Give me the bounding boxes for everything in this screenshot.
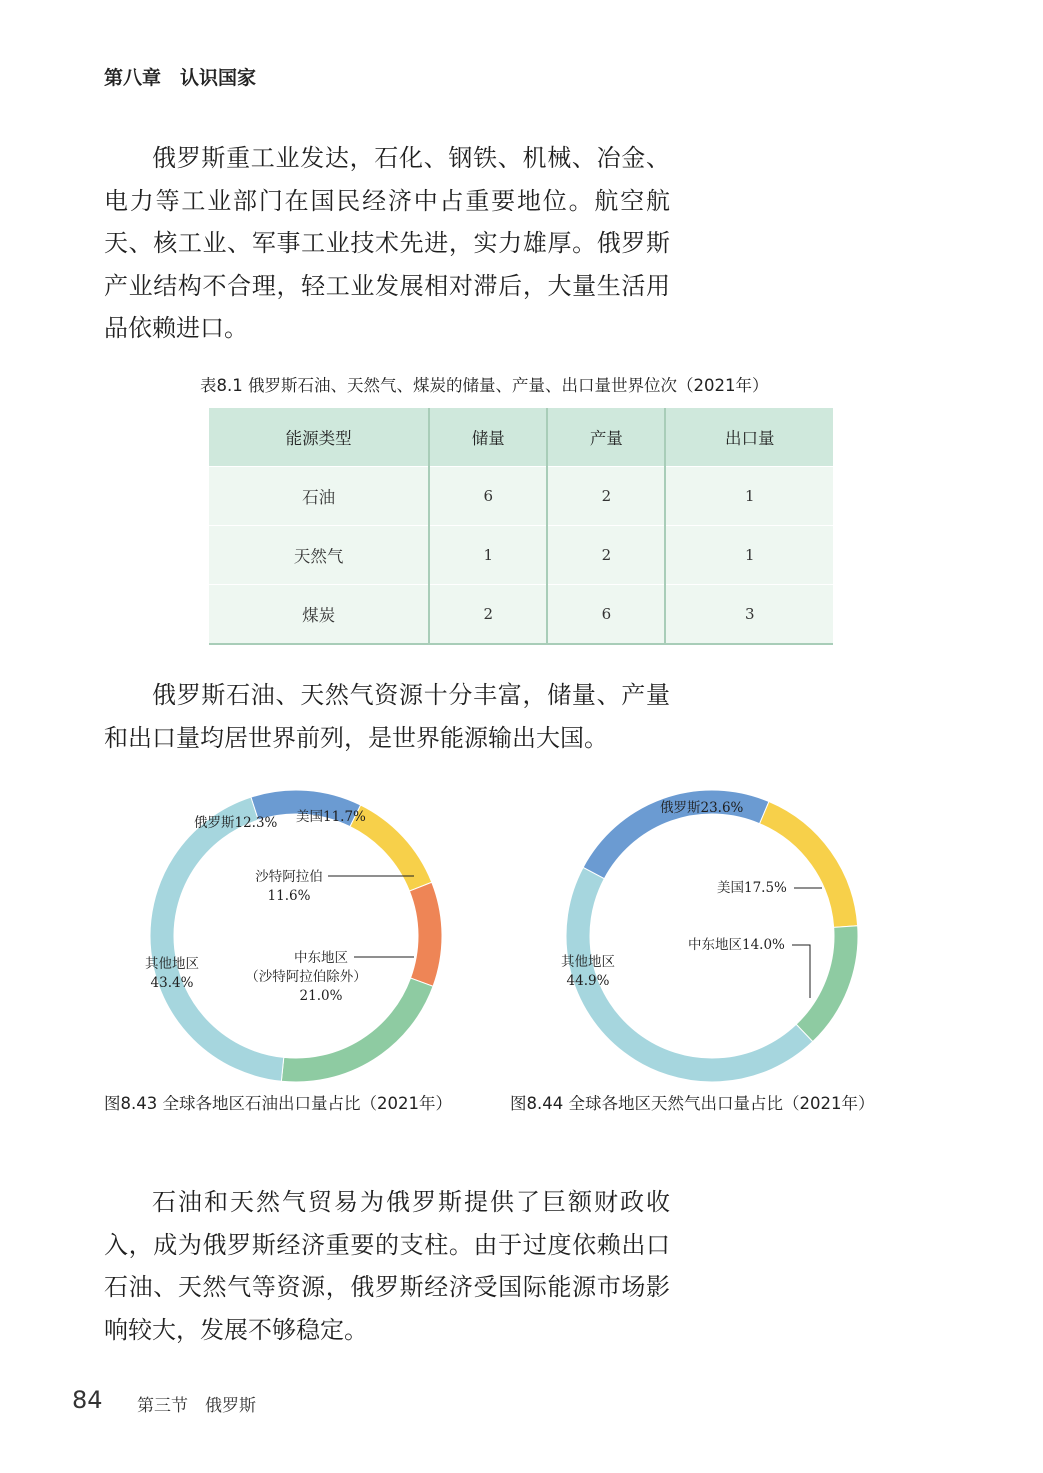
footer-section-title: 第三节 俄罗斯 (137, 1396, 256, 1416)
donut-slice-4 (150, 797, 284, 1081)
label-other-value: 43.4% (150, 975, 194, 991)
label-other-name: 其他地区 (145, 956, 199, 972)
donut-slice-2 (409, 882, 442, 986)
label-middle-east: 中东地区14.0% (688, 937, 785, 953)
label-middle-east-value: 21.0% (299, 988, 343, 1004)
table-cell: 6 (547, 585, 665, 645)
leader-line-middle-east (792, 945, 810, 998)
table-header-row (209, 408, 833, 467)
table-cell: 1 (429, 526, 547, 585)
column-header-production: 产量 (547, 408, 665, 467)
donut-slice-1 (760, 802, 858, 928)
label-saudi-value: 11.6% (267, 888, 311, 904)
table-cell: 2 (429, 585, 547, 645)
page-number: 84 (72, 1386, 103, 1414)
chapter-header: 第八章 认识国家 (104, 67, 257, 89)
table-cell: 2 (547, 467, 665, 526)
table-cell: 3 (665, 585, 833, 645)
table-row (209, 526, 833, 585)
label-other-name: 其他地区 (561, 954, 615, 970)
table-cell: 1 (665, 526, 833, 585)
table-cell: 石油 (209, 467, 429, 526)
column-header-export: 出口量 (665, 408, 833, 467)
label-saudi-name: 沙特阿拉伯 (255, 869, 323, 885)
label-russia: 俄罗斯23.6% (660, 800, 744, 816)
paragraph-energy-trade: 石油和天然气贸易为俄罗斯提供了巨额财政收入，成为俄罗斯经济重要的支柱。由于过度依赖出口石油、天然气等资源，俄罗斯经济受国际能源市场影响较大，发展不够稳定。 (104, 1188, 670, 1344)
figure-caption-oil: 图8.43 全球各地区石油出口量占比（2021年） (104, 1094, 452, 1113)
table-cell: 天然气 (209, 526, 429, 585)
paragraph-heavy-industry: 俄罗斯重工业发达，石化、钢铁、机械、冶金、电力等工业部门在国民经济中占重要地位。航空航天、核工业、军事工业技术先进，实力雄厚。俄罗斯产业结构不合理，轻工业发展相对滞后，大量生活用品依赖进口。 (104, 144, 670, 342)
table-cell: 1 (665, 467, 833, 526)
paragraph-energy-resources: 俄罗斯石油、天然气资源十分丰富，储量、产量和出口量均居世界前列，是世界能源输出大国。 (104, 681, 670, 752)
gas-export-donut-chart (562, 786, 862, 1086)
column-header-reserves: 储量 (429, 408, 547, 467)
energy-rank-table (209, 408, 833, 645)
table-cell: 6 (429, 467, 547, 526)
label-usa: 美国17.5% (717, 880, 787, 896)
figure-caption-gas: 图8.44 全球各地区天然气出口量占比（2021年） (510, 1094, 875, 1113)
label-usa: 美国11.7% (296, 809, 366, 825)
table-cell: 煤炭 (209, 585, 429, 645)
table-row (209, 467, 833, 526)
donut-slice-2 (796, 926, 858, 1042)
label-middle-east-note: （沙特阿拉伯除外） (245, 969, 367, 985)
column-header-energy-type: 能源类型 (209, 408, 429, 467)
table-row (209, 585, 833, 645)
table-cell: 2 (547, 526, 665, 585)
label-other-value: 44.9% (566, 973, 610, 989)
label-middle-east-name: 中东地区 (294, 950, 348, 966)
oil-export-donut-chart (146, 786, 446, 1086)
table-caption: 表8.1 俄罗斯石油、天然气、煤炭的储量、产量、出口量世界位次（2021年） (200, 376, 769, 395)
label-russia: 俄罗斯12.3% (194, 815, 278, 831)
